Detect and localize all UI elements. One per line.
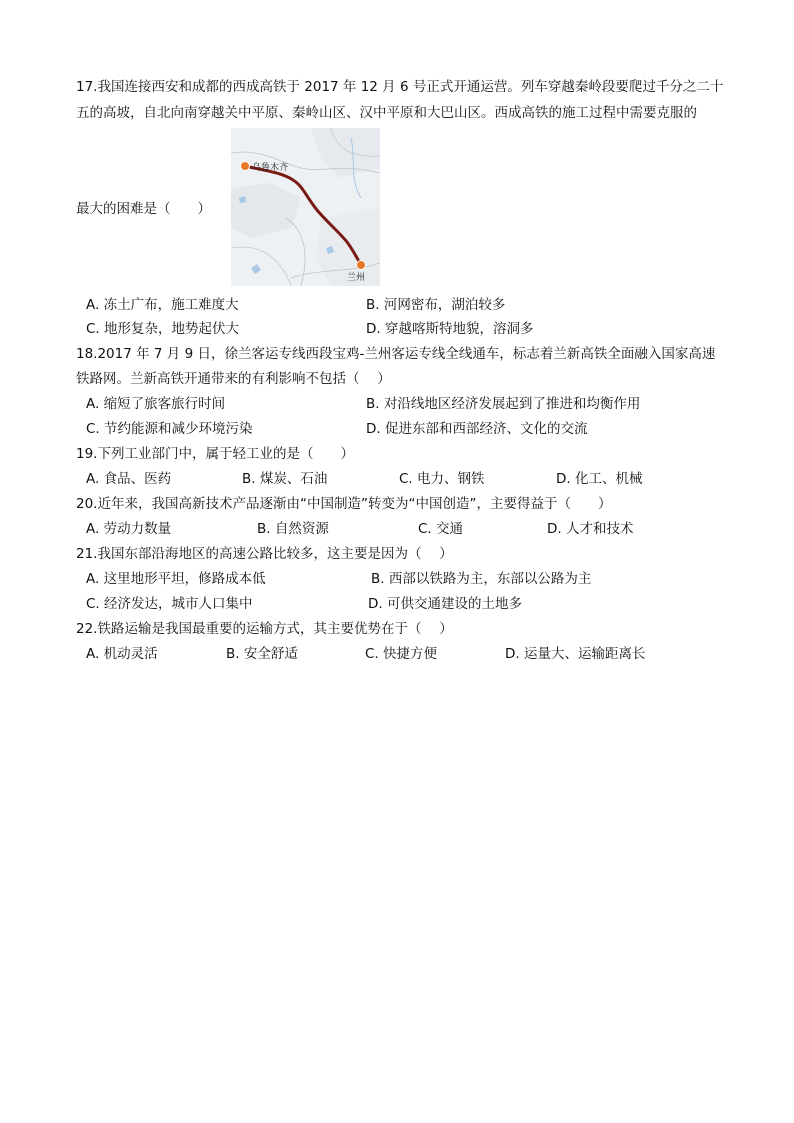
q22-option-d: D. 运量大、运输距离长	[505, 646, 646, 662]
q21-option-b: B. 西部以铁路为主，东部以公路为主	[371, 571, 592, 587]
q20-option-a: A. 劳动力数量	[86, 521, 172, 537]
q17-option-d: D. 穿越喀斯特地貌，溶洞多	[366, 321, 534, 337]
route-map-graphic	[231, 128, 380, 286]
q18-stem-line-2: 铁路网。兰新高铁开通带来的有利影响不包括（ ）	[76, 371, 391, 387]
end-city-label: 兰州	[347, 273, 366, 283]
q19-option-b: B. 煤炭、石油	[242, 471, 328, 487]
q20-option-c: C. 交通	[418, 521, 464, 537]
q22-option-c: C. 快捷方便	[365, 646, 438, 662]
q17-option-a: A. 冻土广布，施工难度大	[86, 297, 239, 313]
q21-option-d: D. 可供交通建设的土地多	[368, 596, 522, 612]
q18-option-c: C. 节约能源和减少环境污染	[86, 421, 253, 437]
q19-option-c: C. 电力、钢铁	[399, 471, 485, 487]
q18-stem-line-1: 18.2017 年 7 月 9 日，徐兰客运专线西段宝鸡-兰州客运专线全线通车，标志着兰新高铁全面融入国家高速	[76, 346, 716, 362]
end-city-marker	[357, 261, 366, 270]
q22-stem-line-1: 22.铁路运输是我国最重要的运输方式，其主要优势在于（ ）	[76, 621, 453, 637]
railway-route-map	[231, 128, 380, 286]
q20-option-d: D. 人才和技术	[547, 521, 634, 537]
q17-stem-line-2: 五的高坡，自北向南穿越关中平原、秦岭山区、汉中平原和大巴山区。西成高铁的施工过程中需要克服的	[76, 105, 697, 121]
q21-option-c: C. 经济发达，城市人口集中	[86, 596, 253, 612]
q18-option-b: B. 对沿线地区经济发展起到了推进和均衡作用	[366, 396, 641, 412]
q22-option-b: B. 安全舒适	[226, 646, 298, 662]
q18-option-a: A. 缩短了旅客旅行时间	[86, 396, 226, 412]
q21-stem-line-1: 21.我国东部沿海地区的高速公路比较多，这主要是因为（ ）	[76, 546, 453, 562]
q20-stem-line-1: 20.近年来，我国高新技术产品逐渐由“中国制造”转变为“中国创造”，主要得益于（ ）	[76, 496, 612, 512]
start-city-marker	[241, 162, 250, 171]
q19-option-a: A. 食品、医药	[86, 471, 172, 487]
q19-stem-line-1: 19.下列工业部门中，属于轻工业的是（ ）	[76, 446, 354, 462]
q19-option-d: D. 化工、机械	[556, 471, 643, 487]
q17-stem-line-1: 17.我国连接西安和成都的西成高铁于 2017 年 12 月 6 号正式开通运营。列车穿越秦岭段要爬过千分之二十	[76, 79, 724, 95]
q22-option-a: A. 机动灵活	[86, 646, 158, 662]
q17-stem-line-3: 最大的困难是（ ）	[76, 201, 211, 217]
q17-option-c: C. 地形复杂，地势起伏大	[86, 321, 240, 337]
q21-option-a: A. 这里地形平坦，修路成本低	[86, 571, 266, 587]
q18-option-d: D. 促进东部和西部经济、文化的交流	[366, 421, 588, 437]
start-city-label: 乌鲁木齐	[252, 163, 289, 173]
q17-option-b: B. 河网密布，湖泊较多	[366, 297, 506, 313]
q20-option-b: B. 自然资源	[257, 521, 329, 537]
